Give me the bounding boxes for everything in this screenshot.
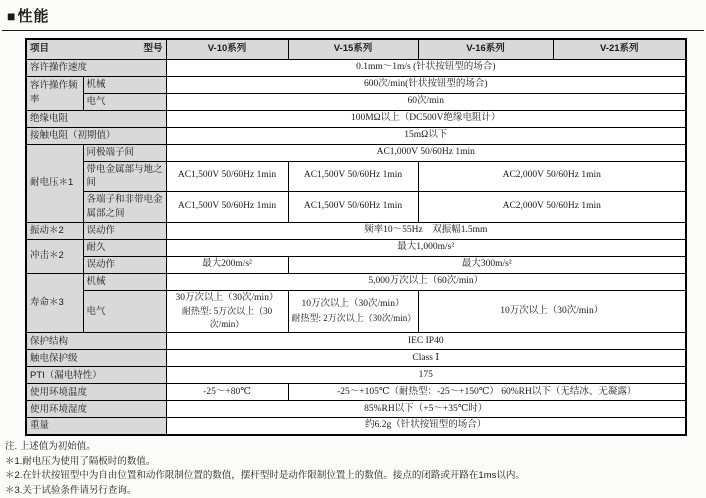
- label-ambient-humidity: 使用环境湿度: [26, 401, 166, 418]
- label-operating-frequency-group: 容许操作频率: [26, 76, 83, 110]
- title-divider: [2, 30, 704, 31]
- label-protection-structure: 保护结构: [26, 333, 166, 350]
- value-withstand-terminals-v10: AC1,500V 50/60Hz 1min: [166, 192, 288, 223]
- label-ambient-temperature: 使用环境温度: [26, 384, 166, 401]
- value-withstand-ground-v15: AC1,500V 50/60Hz 1min: [288, 161, 418, 192]
- value-withstand-ground-v16-v21: AC2,000V 50/60Hz 1min: [418, 161, 686, 192]
- footnotes: [5, 440, 706, 498]
- label-life-group: 寿命＊3: [26, 273, 83, 333]
- header-item-label: 项目: [30, 43, 50, 55]
- header-series-v10: V-10系列: [166, 39, 288, 59]
- value-line-2: 耐热型: 5万次以上（30次/min）: [181, 306, 273, 330]
- label-vibration-malfunction: 误动作: [83, 222, 166, 239]
- label-contact-resistance: 接触电阻（初期值）: [26, 127, 166, 144]
- value-shock-malfunction-v10: 最大200m/s²: [166, 256, 288, 273]
- value-life-electrical-v15: [288, 290, 418, 333]
- table-row: [26, 110, 686, 127]
- footnote-3: ＊3.关于试验条件请另行查询。: [5, 484, 137, 496]
- label-shock-group: 冲击＊2: [26, 239, 83, 273]
- table-row: [26, 161, 686, 192]
- value-withstand-ground-v10: AC1,500V 50/60Hz 1min: [166, 161, 288, 192]
- label-terminals-noncharged-metal: 各端子和非带电金属部之间: [83, 192, 166, 223]
- value-withstand-terminals-v16-v21: AC2,000V 50/60Hz 1min: [418, 192, 686, 223]
- label-charged-metal-ground: 带电金属部与地之间: [83, 161, 166, 192]
- value-shock-protection-class: Class Ⅰ: [166, 350, 686, 367]
- value-ambient-humidity: 85%RH以下（+5～+35℃时）: [166, 401, 686, 418]
- value-withstand-same-polarity: AC1,000V 50/60Hz 1min: [166, 144, 686, 161]
- table-row: [26, 76, 686, 93]
- table-row: [26, 222, 686, 239]
- table-row: [26, 350, 686, 367]
- table-row: [26, 367, 686, 384]
- table-row: [26, 384, 686, 401]
- table-row: [26, 144, 686, 161]
- value-life-mechanical: 5,000万次以上（60次/min）: [166, 273, 686, 290]
- value-shock-durability: 最大1,000m/s²: [166, 239, 686, 256]
- table-row: [26, 256, 686, 273]
- value-vibration-malfunction: 频率10～55Hz 双振幅1.5mm: [166, 222, 686, 239]
- table-row: [26, 273, 686, 290]
- value-contact-resistance: 15mΩ以下: [166, 127, 686, 144]
- value-protection-structure: IEC IP40: [166, 333, 686, 350]
- value-ambient-temperature-v10: -25～+80℃: [166, 384, 288, 401]
- label-life-mechanical: 机械: [83, 273, 166, 290]
- label-shock-malfunction: 误动作: [83, 256, 166, 273]
- table-row: [26, 290, 686, 333]
- value-line-1: 30万次以上（30次/min）: [175, 292, 279, 303]
- value-frequency-mechanical: 600次/min(针状按钮型的场合): [166, 76, 686, 93]
- label-shock-protection-class: 触电保护级: [26, 350, 166, 367]
- page-title: [0, 0, 706, 26]
- table-row: [26, 418, 686, 435]
- value-shock-malfunction-v15-v21: 最大300m/s²: [288, 256, 686, 273]
- table-row: [26, 127, 686, 144]
- label-pti: PTI（漏电特性）: [26, 367, 166, 384]
- value-pti: 175: [166, 367, 686, 384]
- performance-spec-table: [25, 38, 687, 436]
- label-weight: 重量: [26, 418, 166, 435]
- header-series-v21: V-21系列: [553, 39, 686, 59]
- label-same-polarity-terminals: 同极端子间: [83, 144, 166, 161]
- label-withstand-voltage-group: 耐电压＊1: [26, 144, 83, 222]
- header-item-model-cell: [26, 39, 166, 59]
- label-frequency-electrical: 电气: [83, 93, 166, 110]
- footnote-1: ＊1.耐电压为使用了隔板时的数值。: [5, 455, 156, 467]
- value-frequency-electrical: 60次/min: [166, 93, 686, 110]
- table-row: [26, 239, 686, 256]
- page-title-text: 性能: [17, 8, 50, 25]
- value-insulation-resistance: 100MΩ以上（DC500V绝缘电阻计）: [166, 110, 686, 127]
- header-model-label: 型号: [143, 43, 163, 55]
- table-row: [26, 192, 686, 223]
- footnote-2: ＊2.在针状按钮型中为自由位置和动作限制位置的数值，摆杆型时是动作限制位置上的数值。接点的闭路或开路在1ms以内。: [5, 470, 525, 482]
- value-weight: 约6.2g（针状按钮型的场合）: [166, 418, 686, 435]
- label-operating-speed: 容许操作速度: [26, 59, 166, 76]
- label-life-electrical: 电气: [83, 290, 166, 333]
- value-operating-speed: 0.1mm～1m/s (针状按钮型的场合): [166, 59, 686, 76]
- label-insulation-resistance: 绝缘电阻: [26, 110, 166, 127]
- table-row: [26, 59, 686, 76]
- value-life-electrical-v10: [166, 290, 288, 333]
- table-row: [26, 333, 686, 350]
- header-series-v15: V-15系列: [288, 39, 418, 59]
- label-vibration-group: 振动＊2: [26, 222, 83, 239]
- table-row: [26, 401, 686, 418]
- label-frequency-mechanical: 机械: [83, 76, 166, 93]
- value-ambient-temperature-v15-v21: -25～+105℃（耐热型：-25～+150℃） 60%RH以下（无结冰、无凝露）: [288, 384, 686, 401]
- value-withstand-terminals-v15: AC1,500V 50/60Hz 1min: [288, 192, 418, 223]
- table-row: [26, 93, 686, 110]
- value-life-electrical-v16-v21: 10万次以上（30次/min）: [418, 290, 686, 333]
- header-series-v16: V-16系列: [418, 39, 553, 59]
- table-header-row: [26, 39, 686, 59]
- value-line-1: 10万次以上（30次/min）: [301, 299, 405, 310]
- footnote-base: 注. 上述值为初始值。: [5, 441, 96, 453]
- section-marker-icon: ■: [7, 7, 17, 24]
- label-shock-durability: 耐久: [83, 239, 166, 256]
- value-line-2: 耐热型: 2万次以上（30次/min）: [291, 312, 417, 323]
